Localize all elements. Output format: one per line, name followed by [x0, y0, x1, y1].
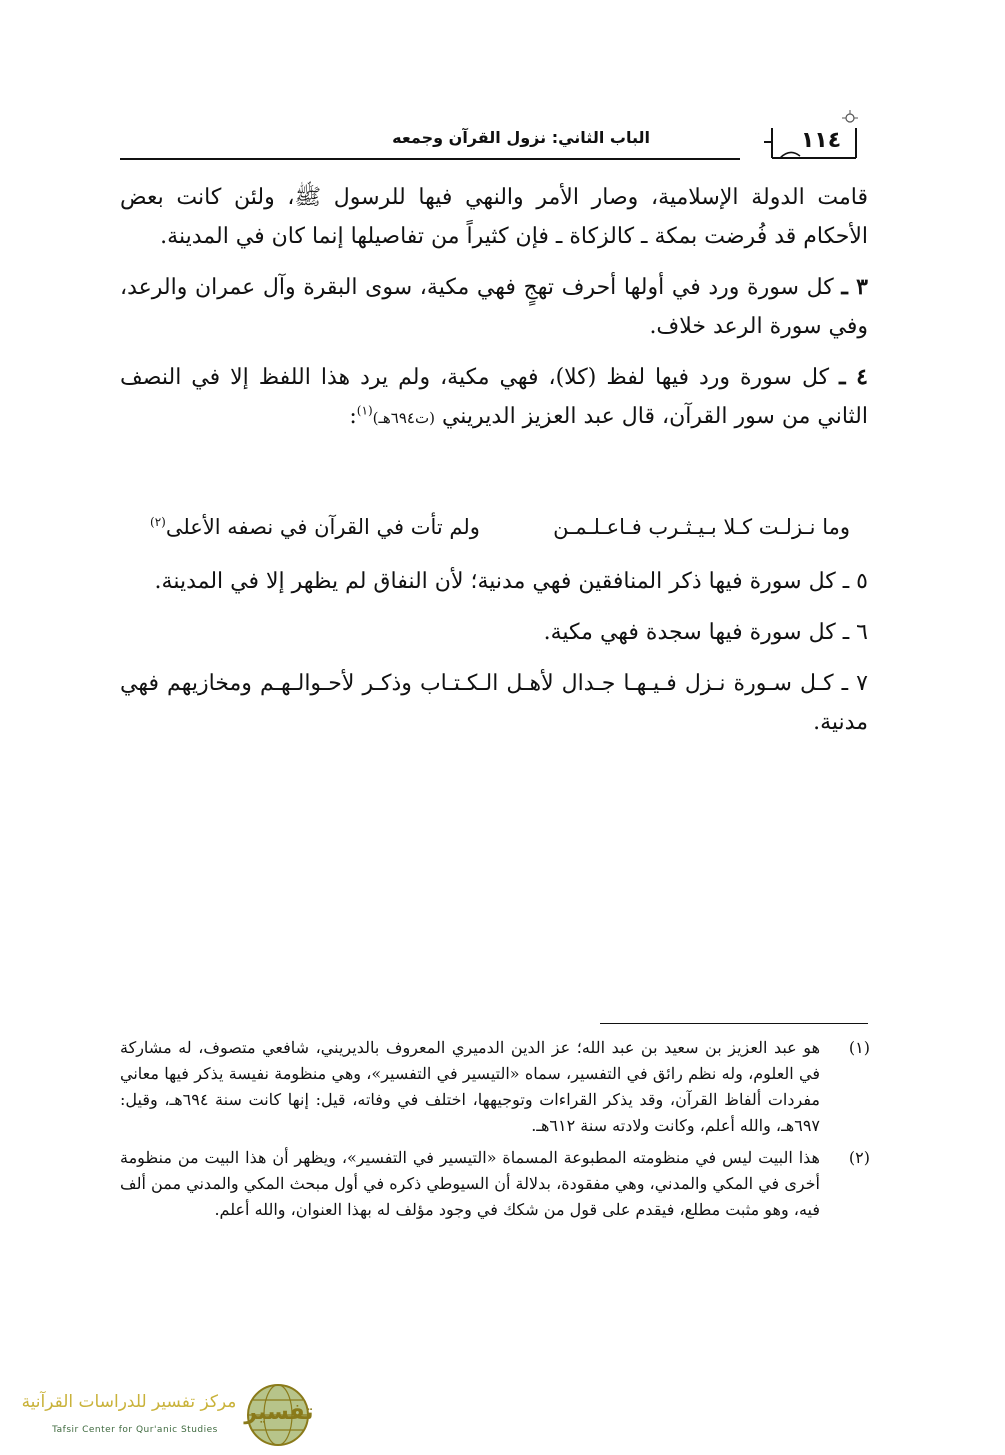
verse-first-hemistich: وما نـزلـت كـلا بـيـثـرب فـاعـلـمـن	[553, 515, 850, 539]
main-text-continued	[120, 562, 868, 754]
paragraph-5-text: كل سورة فيها سجدة فهي مكية.	[543, 620, 836, 645]
header-rule	[120, 158, 740, 160]
verse-second-text: ولم تأت في القرآن في نصفه الأعلى	[165, 515, 480, 539]
paragraph-6	[120, 664, 868, 742]
logo-english-name: Tafsir Center for Qur'anic Studies	[52, 1425, 218, 1435]
running-header	[120, 120, 880, 165]
footnote-2-mark: (٢)	[848, 1148, 870, 1167]
footnote-1-mark: (١)	[848, 1038, 870, 1057]
paragraph-4-text: كل سورة فيها ذكر المنافقين فهي مدنية؛ لأن النفاق لم يظهر إلا في المدينة.	[154, 569, 836, 594]
footnote-2	[120, 1145, 870, 1223]
footnotes	[120, 1035, 870, 1229]
item-number-4: ٤ ـ	[839, 364, 868, 390]
item-number-6: ٦ ـ	[842, 620, 868, 645]
paragraph-5	[120, 613, 868, 652]
footnote-ref-1: (١)	[356, 403, 373, 418]
footnote-1-text: هو عبد العزيز بن سعيد بن عبد الله؛ عز الدين الدميري المعروف بالديريني، شافعي متصوف، له مشاركة في العلوم، وله نظم رائق في التفسير، سماه «التيسير في التفسير»، وهي منظومة نفيسة يذكر فيها معاني مفردات ألفاظ القرآن، وقد يذكر القراءات وتوجيهها، اختلف في وفاته، قيل: إنها كانت سنة ٦٩٤هـ، وقيل: ٦٩٧هـ، والله أعلم، وكانت ولادته سنة ٦١٢هـ.	[120, 1038, 820, 1135]
paragraph-1: قامت الدولة الإسلامية، وصار الأمر والنهي فيها للرسول ﷺ، ولئن كانت بعض الأحكام قد فُرضت بمكة ـ كالزكاة ـ فإن كثيراً من تفاصيلها إنما كان في المدينة.	[120, 185, 868, 249]
verse-second-hemistich	[150, 515, 480, 539]
paragraph-4	[120, 562, 868, 601]
footnote-2-text: هذا البيت ليس في منظومته المطبوعة المسماة «التيسير في التفسير»، ويظهر أن هذا البيت من منظومة أخرى في المكي والمدني، وهي مفقودة، بدلالة أن السيوطي ذكره في أول مبحث المكي والمدني ممن ألف فيه، وهو مثبت مطلع، فيقدم على قول من شكك في وجود مؤلف له بهذا العنوان، والله أعلم.	[120, 1148, 820, 1219]
footnote-separator	[600, 1023, 868, 1024]
paragraph-3	[120, 358, 868, 438]
main-text	[120, 178, 868, 450]
paragraph-3-text: كل سورة ورد فيها لفظ (كلا)، فهي مكية، ولم يرد هذا اللفظ إلا في النصف الثاني من سور القرآن، قال عبد العزيز الديريني	[120, 365, 868, 429]
item-number-7: ٧ ـ	[841, 671, 868, 696]
logo-word: تفسير	[244, 1400, 314, 1425]
item-number-5: ٥ ـ	[842, 569, 868, 594]
poetry-verse	[150, 515, 850, 555]
paragraph-6-text: كـل سـورة نـزل فـيـهـا جـدال لأهـل الـكـتـاب وذكـر لأحـوالـهـم ومخازيهم فهي مدنية.	[120, 671, 868, 735]
death-date: (ت٦٩٤هـ)	[372, 409, 435, 427]
item-number-3: ٣ ـ	[841, 274, 868, 300]
paragraph-2	[120, 268, 868, 346]
page-number-box	[760, 122, 868, 162]
page-number: ١١٤	[800, 128, 842, 153]
footnote-ref-2: (٢)	[150, 515, 166, 529]
paragraph-2-text: كل سورة ورد في أولها أحرف تهجٍ فهي مكية، سوى البقرة وآل عمران والرعد، وفي سورة الرعد خلاف.	[120, 275, 868, 339]
chapter-title: الباب الثاني: نزول القرآن وجمعه	[392, 128, 650, 147]
logo-arabic-name: مركز تفسير للدراسات القرآنية	[21, 1392, 237, 1412]
colon: :	[349, 404, 357, 429]
footnote-1	[120, 1035, 870, 1139]
ornament-icon	[840, 108, 860, 128]
